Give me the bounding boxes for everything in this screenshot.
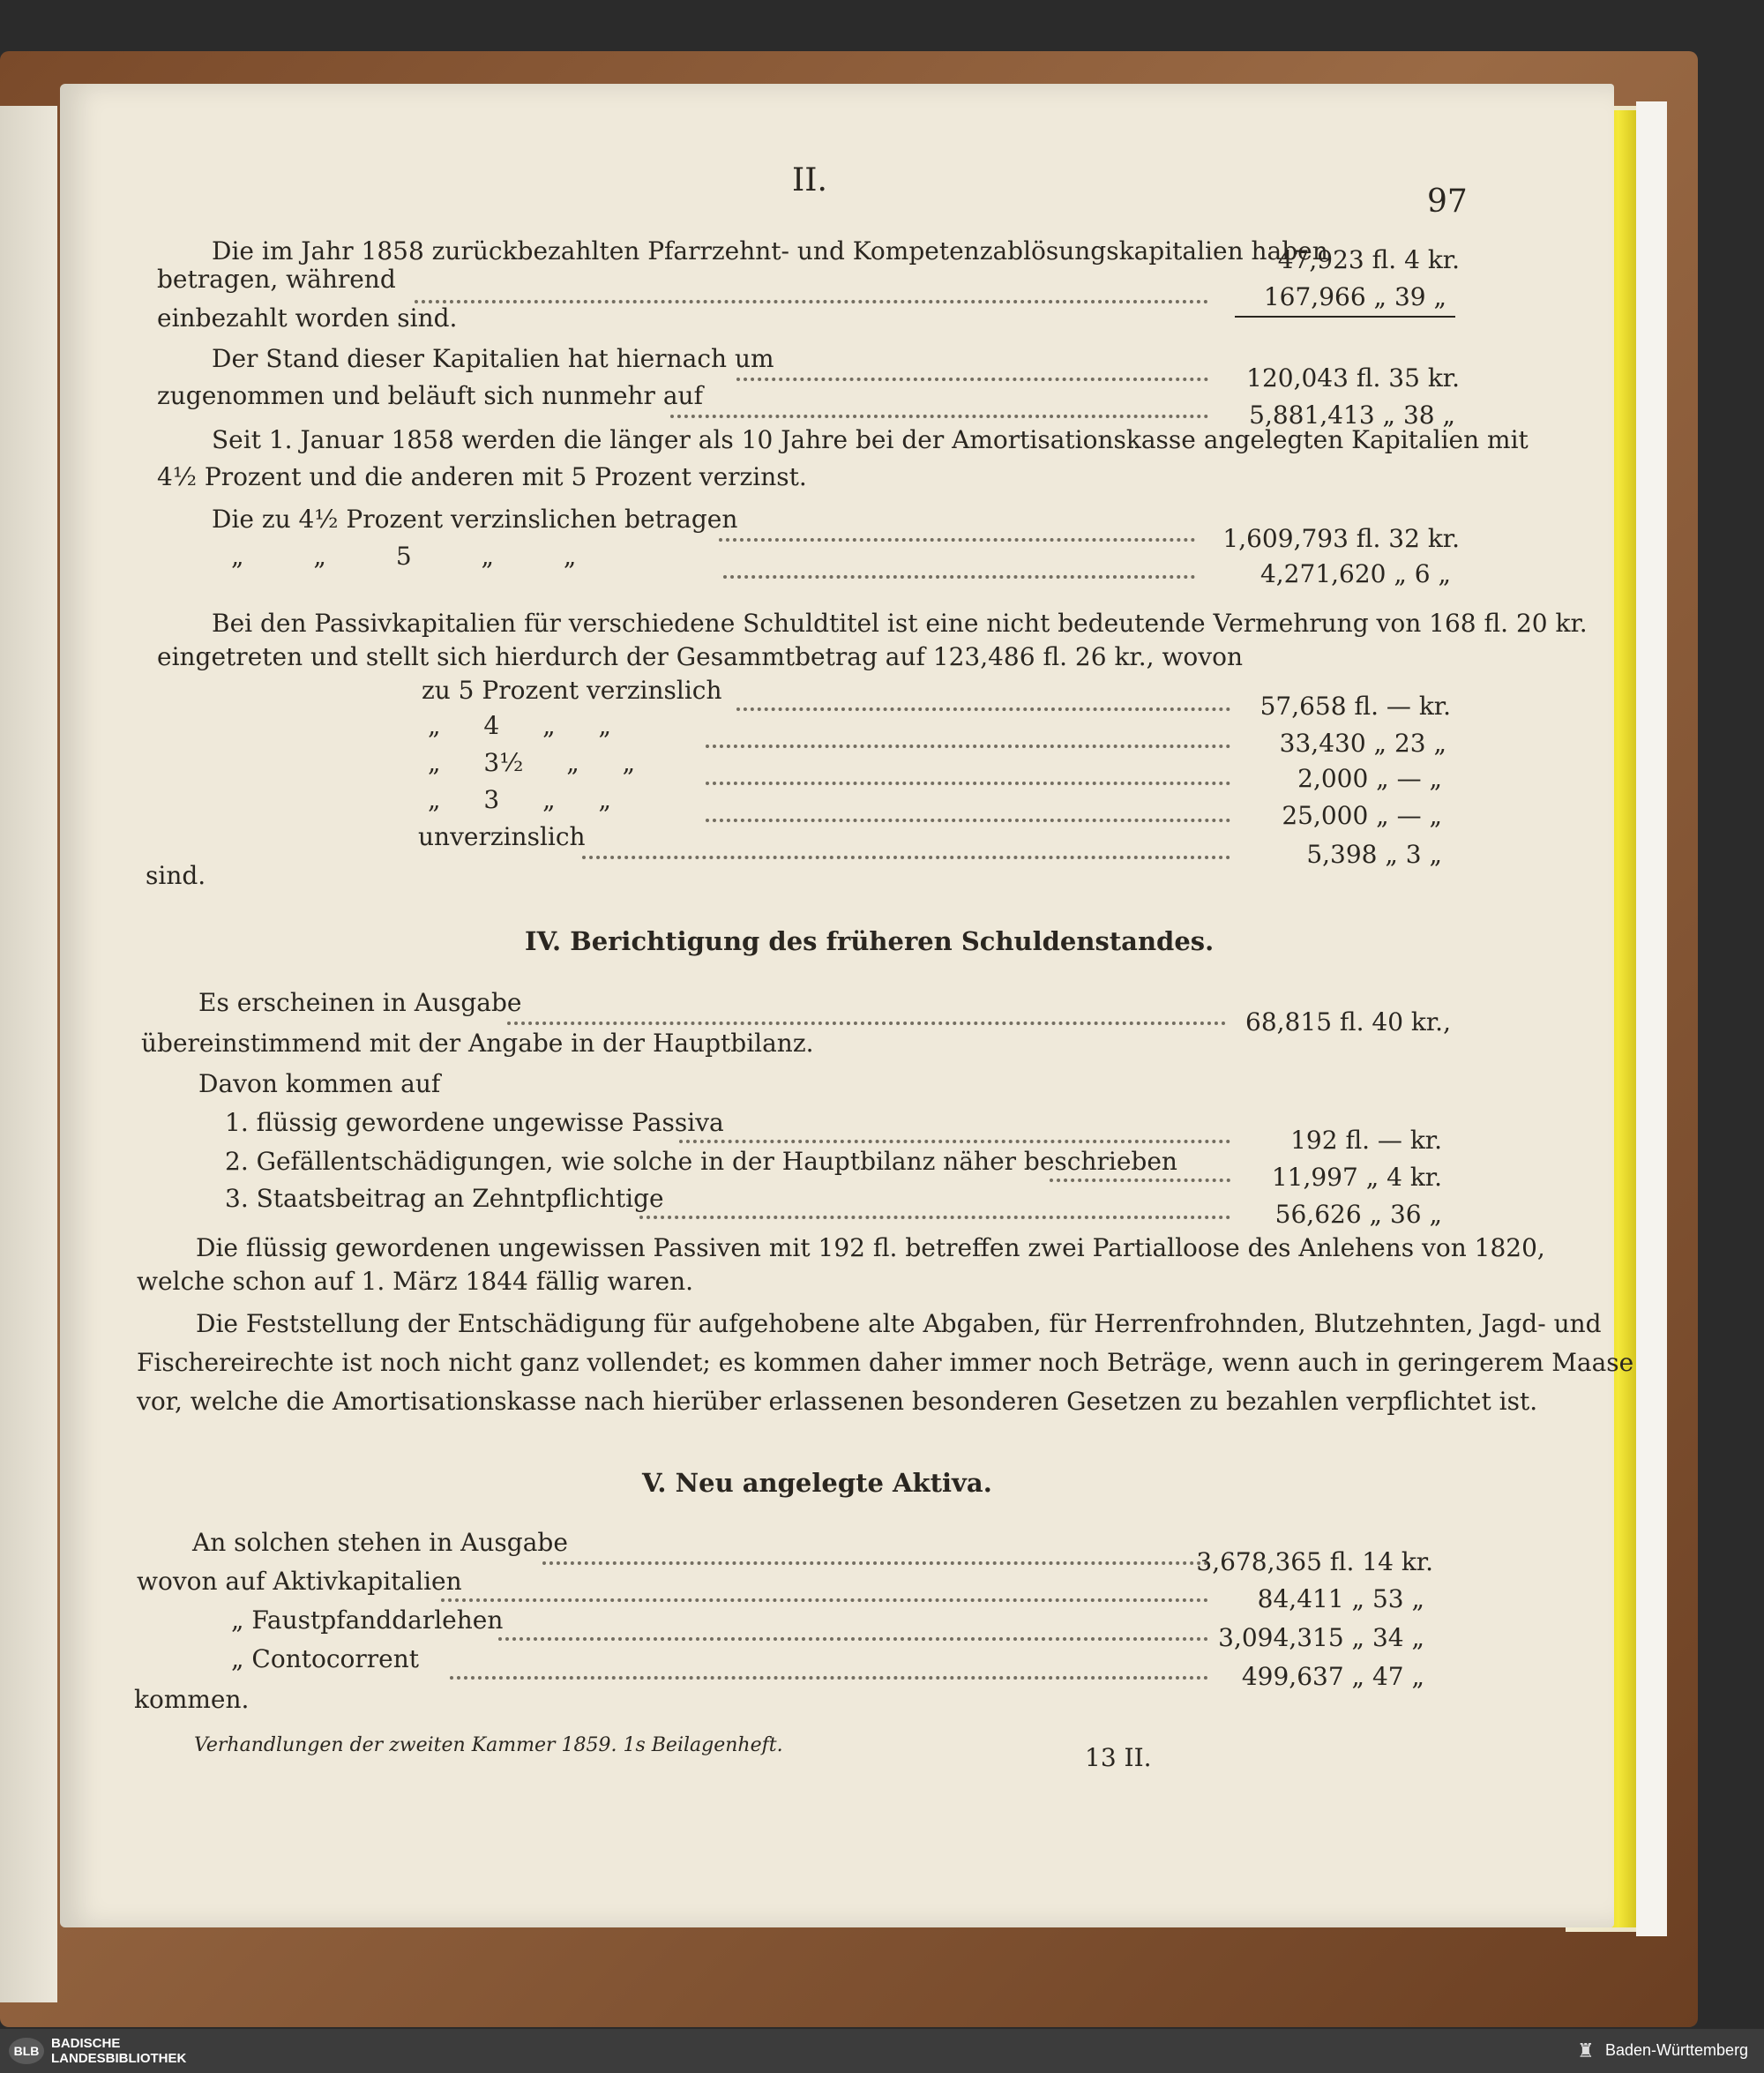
endpaper-edge [1636,101,1667,1936]
dot-leader [706,792,1230,822]
text-line: 3. Staatsbeitrag an Zehntpflichtige [225,1184,664,1213]
dot-leader [582,829,1230,859]
text-line: „ 3½ „ „ [428,748,636,777]
state-crest-icon: ♜ [1577,2039,1595,2062]
dot-leader [736,351,1208,381]
dot-leader [441,1572,1208,1602]
dot-leader [736,681,1230,711]
dot-leader [450,1650,1208,1680]
dot-leader [719,512,1195,542]
amount: 57,658 fl. — kr. [1259,692,1451,721]
text-line: „ 3 „ „ [428,785,612,814]
text-line: zu 5 Prozent verzinslich [422,676,722,705]
text-line: „ Faustpfanddarlehen [231,1605,504,1635]
amount: 68,815 fl. 40 kr., [1245,1007,1451,1036]
amount: 56,626 „ 36 „ [1274,1200,1442,1229]
text-line: Davon kommen auf [198,1069,441,1098]
text-line: „ Contocorrent [231,1644,419,1673]
footer-signature: 13 II. [1085,1743,1152,1772]
dot-leader [415,273,1208,303]
amount: 1,609,793 fl. 32 kr. [1222,524,1460,553]
viewer-footer-bar [0,2029,1764,2073]
text-line: Die zu 4½ Prozent verzinslichen betragen [212,505,738,534]
text-line: zugenommen und beläuft sich nunmehr auf [157,381,703,410]
library-logo[interactable]: BLB [9,2038,44,2064]
amount: 2,000 „ — „ [1297,764,1442,793]
amount: 33,430 „ 23 „ [1279,729,1446,758]
section-marker: II. [792,162,827,198]
dot-leader [706,755,1230,785]
text-line: Der Stand dieser Kapitalien hat hiernach um [212,344,774,373]
text-line: Fischereirechte ist noch nicht ganz vollendet; es kommen daher immer noch Beträge, wenn auch in geringerem Maase [137,1348,1634,1377]
amount: 11,997 „ 4 kr. [1271,1163,1442,1192]
amount: 47,923 fl. 4 kr. [1277,245,1460,274]
text-line: „ 4 „ „ [428,711,612,740]
amount: 120,043 fl. 35 kr. [1246,363,1460,393]
text-line: Die flüssig gewordenen ungewissen Passiven mit 192 fl. betreffen zwei Partialloose des Anlehens von 1820, [196,1233,1545,1262]
text-line: Bei den Passivkapitalien für verschiedene Schuldtitel ist eine nicht bedeutende Vermehrung von 168 fl. 20 kr. [212,609,1588,638]
amount: 84,411 „ 53 „ [1257,1584,1424,1613]
amount: 3,678,365 fl. 14 kr. [1196,1547,1433,1576]
text-line: Die Feststellung der Entschädigung für aufgehobene alte Abgaben, für Herrenfrohnden, Blutzehnten, Jagd- und [196,1309,1602,1338]
amount: 5,398 „ 3 „ [1306,840,1442,869]
amount: 5,881,413 „ 38 „ [1249,400,1455,430]
text-line: An solchen stehen in Ausgabe [192,1528,568,1557]
dot-leader [706,718,1230,748]
state-name[interactable]: Baden-Württemberg [1605,2041,1749,2059]
amount: 167,966 „ 39 „ [1263,282,1446,311]
text-line: eingetreten und stellt sich hierdurch der Gesammtbetrag auf 123,486 fl. 26 kr., wovon [157,642,1243,671]
dot-leader [542,1535,1208,1565]
library-name[interactable]: BADISCHE LANDESBIBLIOTHEK [51,2036,187,2066]
text-line: 2. Gefällentschädigungen, wie solche in der Hauptbilanz näher beschrieben [225,1147,1177,1176]
dot-leader [639,1189,1230,1219]
text-line: betragen, während [157,265,396,294]
text-line: sind. [146,861,206,890]
text-line: einbezahlt worden sind. [157,303,458,333]
amount: 4,271,620 „ 6 „ [1259,559,1451,588]
left-page-sliver [0,106,57,2002]
sum-rule [1235,316,1455,318]
footer-source: Verhandlungen der zweiten Kammer 1859. 1s Beilagenheft. [194,1734,783,1756]
amount: 25,000 „ — „ [1282,801,1442,830]
text-line: Seit 1. Januar 1858 werden die länger als 10 Jahre bei der Amortisationskasse angelegten Kapitalien mit [212,425,1529,454]
section-heading: V. Neu angelegte Aktiva. [642,1468,992,1498]
text-line: welche schon auf 1. März 1844 fällig waren. [137,1267,694,1296]
text-line: 1. flüssig gewordene ungewisse Passiva [225,1108,724,1137]
text-line: unverzinslich [418,822,586,851]
text-line: Es erscheinen in Ausgabe [198,988,522,1017]
amount: 3,094,315 „ 34 „ [1218,1623,1424,1652]
dot-leader [670,388,1208,418]
text-line: übereinstimmend mit der Angabe in der Hauptbilanz. [141,1029,814,1058]
section-heading: IV. Berichtigung des früheren Schuldenstandes. [525,926,1215,956]
amount: 192 fl. — kr. [1290,1126,1442,1155]
text-line: „ „ 5 „ „ [231,542,577,571]
dot-leader [679,1113,1230,1143]
dot-leader [507,995,1226,1025]
text-line: 4½ Prozent und die anderen mit 5 Prozent verzinst. [157,462,807,491]
text-line: wovon auf Aktivkapitalien [137,1567,462,1596]
dot-leader [1050,1152,1230,1182]
text-line: Die im Jahr 1858 zurückbezahlten Pfarrzehnt- und Kompetenzablösungskapitalien haben [212,236,1328,266]
text-line: vor, welche die Amortisationskasse nach hierüber erlassenen besonderen Gesetzen zu bezahlen verpflichtet ist. [137,1387,1538,1416]
page-number: 97 [1427,183,1468,220]
amount: 499,637 „ 47 „ [1241,1662,1424,1691]
dot-leader [498,1611,1208,1641]
text-line: kommen. [134,1685,250,1714]
dot-leader [723,549,1195,579]
